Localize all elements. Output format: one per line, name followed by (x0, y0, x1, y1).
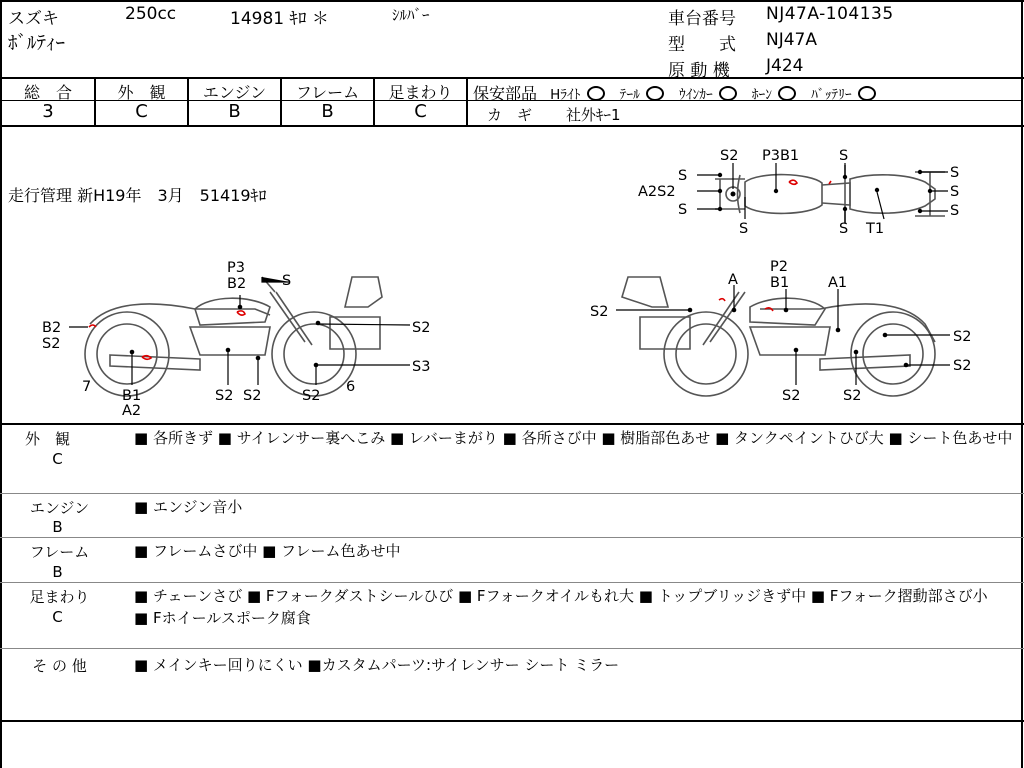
divider-diagram-bottom (0, 423, 1024, 425)
diagram-label: S3 (412, 359, 431, 375)
damage-diagram (0, 127, 1020, 422)
section-engine-text: ■ エンジン音小 (134, 498, 243, 516)
grade-overall-label: 総 合 (23, 83, 72, 102)
section-exterior-text: ■ 各所きず ■ サイレンサー裏へこみ ■ レバーまがり ■ 各所さび中 ■ 樹脂部色あせ ■ タンクペイントひび大 ■ シート色あせ中 (134, 429, 1013, 447)
safety-item-name: ｳｲﾝｶｰ (678, 87, 713, 103)
diagram-label: B2 (42, 320, 62, 336)
diagram-label: S (739, 221, 749, 237)
section-engine-grade: B (52, 518, 63, 536)
section-suspension-label: 足まわり (29, 588, 90, 606)
grade-frame-label: フレーム (295, 83, 360, 102)
grade-suspension-label: 足まわり (388, 83, 453, 102)
diagram-label: P2 (770, 259, 788, 275)
diagram-label: S (678, 168, 688, 184)
safety-item-name: ﾃｰﾙ (619, 87, 640, 103)
diagram-label: A1 (828, 275, 848, 291)
diagram-label: S2 (843, 388, 862, 404)
grade-suspension-value: C (414, 101, 427, 122)
engine-label: 原 動 機 (668, 61, 730, 81)
type-label: 型 式 (668, 35, 736, 55)
ok-circle-icon (858, 86, 876, 101)
bike-left-view (42, 260, 430, 419)
diagram-label: A (728, 272, 738, 288)
section-other-text: ■ メインキー回りにくい ■カスタムパーツ:サイレンサー シート ミラー (134, 656, 620, 674)
diagram-label: 6 (346, 379, 356, 395)
bike-top-view (638, 148, 959, 237)
color: ｼﾙﾊﾞｰ (392, 6, 430, 24)
grade-exterior-label: 外 観 (117, 83, 166, 102)
diagram-label: S (950, 203, 960, 219)
type-value: NJ47A (766, 30, 817, 50)
diagram-label: S (950, 184, 960, 200)
ok-circle-icon (587, 86, 605, 101)
divider-sec4 (0, 648, 1024, 649)
diagram-label: S (839, 221, 849, 237)
mileage: 14981 ｷﾛ ＊ (230, 9, 329, 29)
frame-no: NJ47A-104135 (766, 4, 894, 24)
diagram-label: S2 (590, 304, 609, 320)
safety-item-name: ﾊﾞｯﾃﾘｰ (811, 87, 852, 103)
displacement: 250cc (125, 4, 177, 24)
divider-sec1 (0, 493, 1024, 494)
engine-value: J424 (766, 56, 804, 76)
safety-row (473, 81, 886, 104)
safety-item-name: ﾎｰﾝ (751, 87, 773, 103)
safety-label: 保安部品 (473, 84, 538, 103)
section-suspension-text: ■ チェーンさび ■ Fフォークダストシールひび ■ Fフォークオイルもれ大 ■ トップブリッジきず中 ■ Fフォーク摺動部さび小 ■ Fホイールスポーク腐食 (134, 587, 988, 627)
model-name: ﾎﾞﾙﾃｨｰ (8, 32, 66, 54)
diagram-label: B2 (227, 276, 247, 292)
safety-item-name: Hﾗｲﾄ (550, 87, 581, 103)
grade-engine-value: B (228, 101, 241, 122)
divider-sec2 (0, 537, 1024, 538)
section-engine-label: エンジン (29, 499, 90, 517)
mileage-history: 走行管理 新H19年 3月 51419ｷﾛ (8, 186, 267, 205)
diagram-label: S (282, 273, 292, 289)
divider-header (0, 77, 1024, 79)
divider-sec5 (0, 720, 1024, 722)
section-other-label: そ の 他 (32, 657, 87, 675)
diagram-label: S2 (782, 388, 801, 404)
diagram-label: S2 (42, 336, 61, 352)
section-suspension-grade: C (52, 608, 63, 626)
divider-sec3 (0, 582, 1024, 583)
diagram-label: S2 (953, 358, 972, 374)
diagram-label: S (950, 165, 960, 181)
diagram-label: S (839, 148, 849, 164)
diagram-label: A2S2 (638, 184, 676, 200)
safety-item-tail (620, 87, 674, 103)
border-right (1021, 0, 1023, 768)
diagram-label: S2 (243, 388, 262, 404)
diagram-label: T1 (866, 221, 885, 237)
diagram-label: S2 (720, 148, 739, 164)
ok-circle-icon (778, 86, 796, 101)
section-frame-label: フレーム (29, 543, 90, 561)
key-label: カ ギ (487, 106, 533, 124)
section-exterior-label: 外 観 (24, 430, 70, 448)
diagram-label: 7 (82, 379, 92, 395)
diagram-label: S2 (412, 320, 431, 336)
diagram-label: P3B1 (762, 148, 800, 164)
diagram-label: S2 (953, 329, 972, 345)
diagram-label: S2 (302, 388, 321, 404)
grade-exterior-value: C (135, 101, 148, 122)
safety-item-horn (752, 87, 806, 103)
ok-circle-icon (646, 86, 664, 101)
diagram-label: S2 (215, 388, 234, 404)
bike-right-view (590, 259, 971, 404)
safety-item-headlight (550, 87, 614, 103)
diagram-label: S (678, 202, 688, 218)
maker: スズキ (8, 9, 59, 29)
section-frame-grade: B (52, 563, 63, 581)
frame-no-label: 車台番号 (668, 9, 736, 29)
grade-frame-value: B (321, 101, 334, 122)
diagram-label: B1 (770, 275, 790, 291)
border-top (0, 0, 1024, 2)
section-exterior-grade: C (52, 450, 63, 468)
grade-overall-value: 3 (42, 101, 54, 122)
vdiv-5 (466, 77, 468, 125)
safety-item-battery (811, 87, 886, 103)
section-frame-text: ■ フレームさび中 ■ フレーム色あせ中 (134, 542, 401, 560)
diagram-label: A2 (122, 403, 142, 419)
diagram-label: P3 (227, 260, 245, 276)
ok-circle-icon (719, 86, 737, 101)
safety-item-winker (679, 87, 747, 103)
grade-engine-label: エンジン (202, 83, 267, 102)
key-value: 社外ｷｰ1 (566, 106, 621, 124)
diagram-label: B1 (122, 388, 142, 404)
